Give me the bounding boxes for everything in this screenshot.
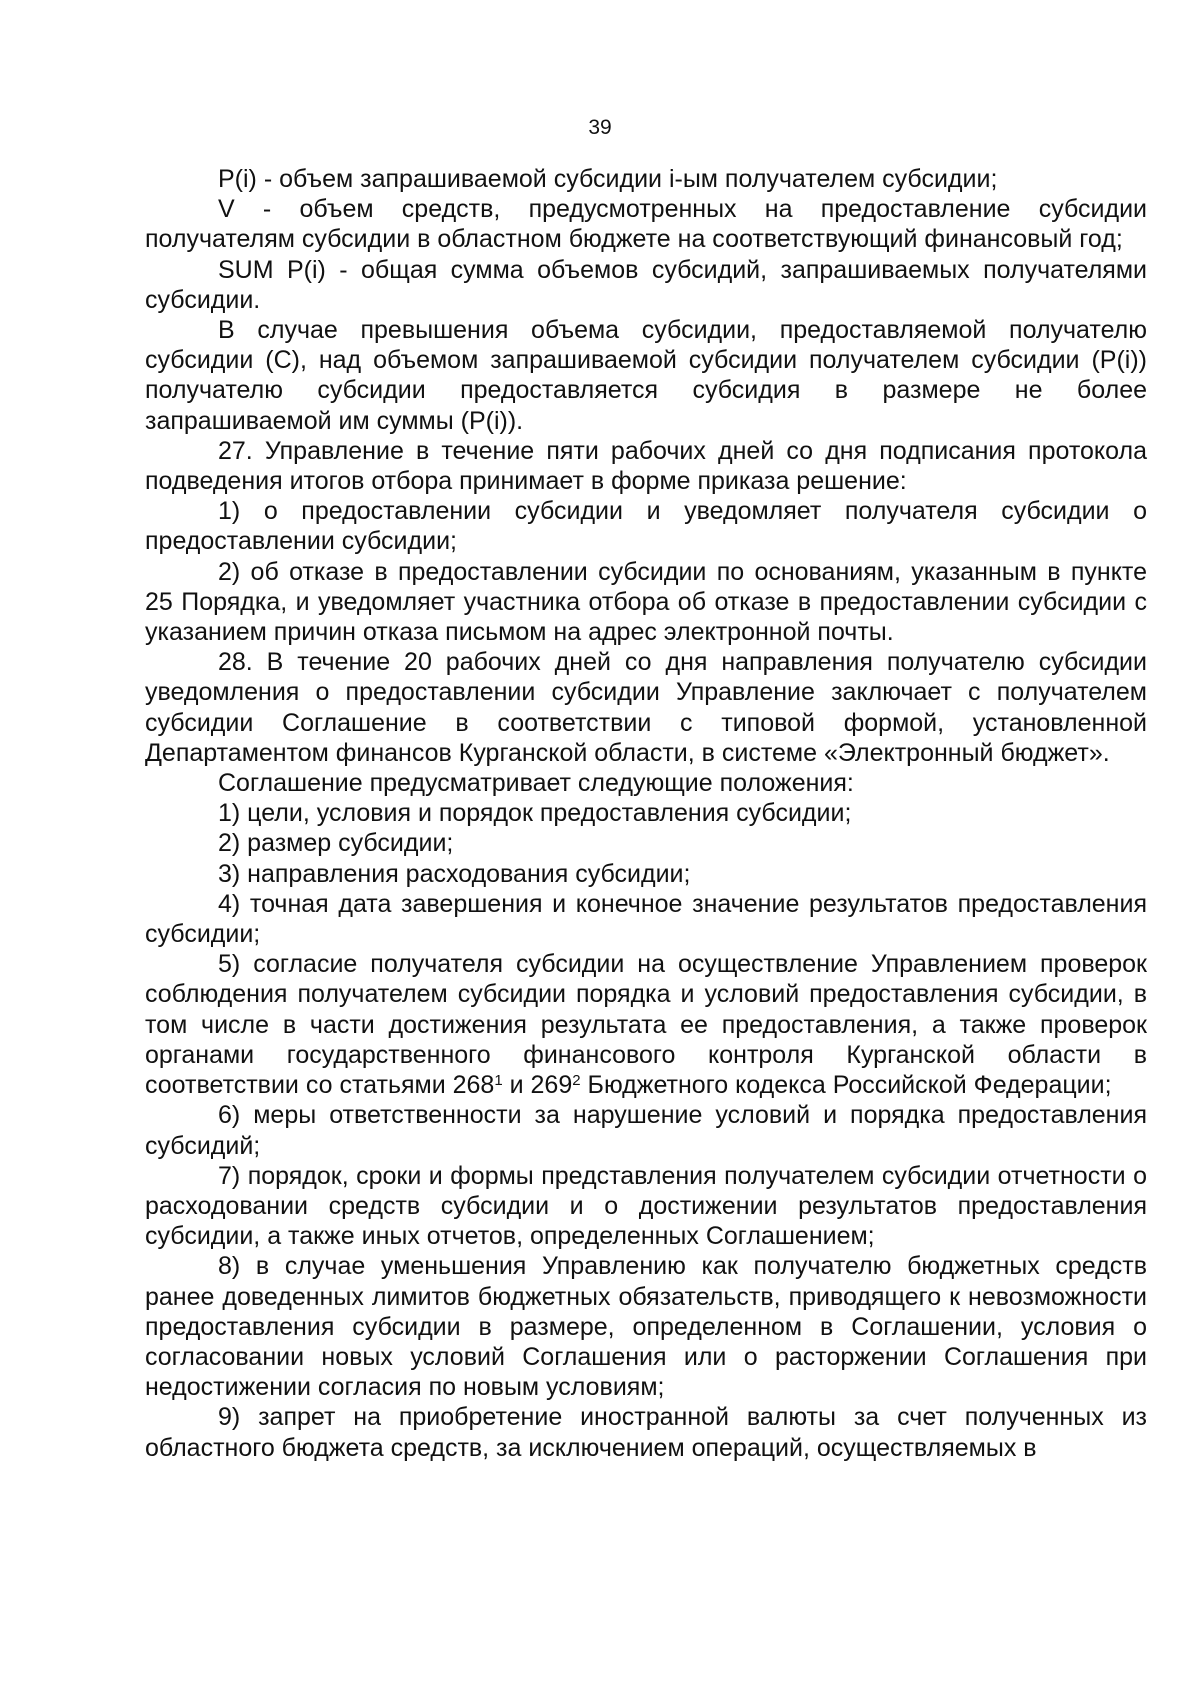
paragraph: 1) о предоставлении субсидии и уведомляет получателя субсидии о предоставлении субсидии; [145,497,1147,556]
paragraph: 9) запрет на приобретение иностранной валюты за счет полученных из областного бюджета средств, за исключением операций, осуществляемых в [145,1403,1147,1462]
paragraph: 2) размер субсидии; [218,829,454,858]
paragraph: 27. Управление в течение пяти рабочих дней со дня подписания протокола подведения итогов отбора принимает в форме приказа решение: [145,436,1147,496]
paragraph: 1) цели, условия и порядок предоставления субсидии; [218,799,852,828]
item5-text-3: Бюджетного кодекса Российской Федерации; [580,1071,1112,1100]
superscript: 2 [572,1071,581,1089]
superscript: 1 [494,1071,503,1089]
item5-text-1: 5) согласие получателя субсидии на осуществление Управлением проверок соблюдения получателем субсидии порядка и условий предоставления субсидии, в том числе в части достижения результата ее предоставления, а также проверок органами государственного финансового контроля Курганской области в соответствии со статьями 268 [145,950,1147,1100]
paragraph-item-5 [145,949,1147,1100]
paragraph: 28. В течение 20 рабочих дней со дня направления получателю субсидии уведомления о предоставлении субсидии Управление заключает с получателем субсидии Соглашение в соответствии с типовой формой, установленной Департаментом финансов Курганской области, в системе «Электронный бюджет». [145,648,1147,767]
paragraph: 8) в случае уменьшения Управлению как получателю бюджетных средств ранее доведенных лимитов бюджетных обязательств, приводящего к невозможности предоставления субсидии в размере, определенном в Соглашении, условия о согласовании новых условий Соглашения или о расторжении Соглашения при недостижении согласия по новым условиям; [145,1252,1147,1402]
page-number: 39 [588,116,612,139]
paragraph: 7) порядок, сроки и формы представления получателем субсидии отчетности о расходовании средств субсидии и о достижении результатов предоставления субсидии, а также иных отчетов, определенных Соглашением; [145,1161,1147,1251]
paragraph: SUM P(i) - общая сумма объемов субсидий, запрашиваемых получателями субсидии. [145,255,1147,314]
paragraph: V - объем средств, предусмотренных на предоставление субсидии получателям субсидии в областном бюджете на соответствующий финансовый год; [145,195,1147,254]
item5-text-2: и 269 [502,1071,573,1100]
paragraph: 2) об отказе в предоставлении субсидии по основаниям, указанным в пункте 25 Порядка, и уведомляет участника отбора об отказе в предоставлении субсидии с указанием причин отказа письмом на адрес электронной почты. [145,557,1147,647]
paragraph: P(i) - объем запрашиваемой субсидии i-ым получателем субсидии; [218,165,998,193]
paragraph: 3) направления расходования субсидии; [218,859,691,888]
paragraph: Соглашение предусматривает следующие положения: [218,769,854,798]
paragraph: В случае превышения объема субсидии, предоставляемой получателю субсидии (C), над объемом запрашиваемой субсидии получателем субсидии (P(i)) получателю субсидии предоставляется субсидия в размере не более запрашиваемой им суммы (P(i)). [145,316,1147,435]
paragraph: 6) меры ответственности за нарушение условий и порядка предоставления субсидий; [145,1101,1147,1160]
paragraph: 4) точная дата завершения и конечное значение результатов предоставления субсидии; [145,889,1147,949]
document-body [145,164,1147,1463]
